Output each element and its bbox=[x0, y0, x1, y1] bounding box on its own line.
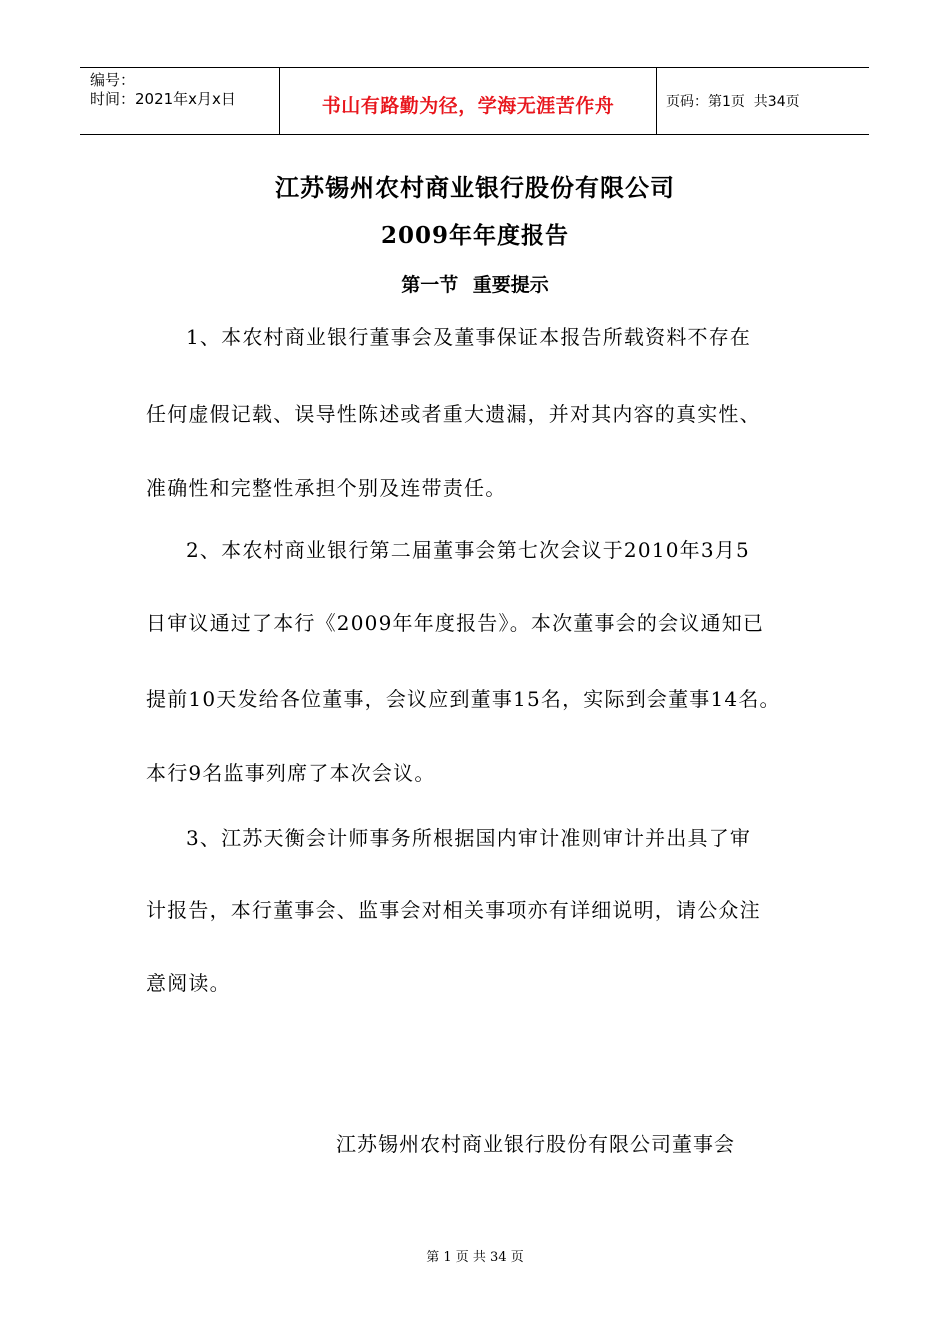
paragraph-line: 本行9名监事列席了本次会议。 bbox=[146, 761, 436, 785]
page-footer: 第 1 页 共 34 页 bbox=[426, 1250, 524, 1265]
paragraph-line: 3、江苏天衡会计师事务所根据国内审计准则审计并出具了审 bbox=[186, 826, 752, 850]
paragraph-line: 计报告，本行董事会、监事会对相关事项亦有详细说明，请公众注 bbox=[146, 898, 761, 922]
report-title: 2009年年度报告 bbox=[380, 222, 569, 249]
paragraph-line: 准确性和完整性承担个别及连带责任。 bbox=[146, 476, 507, 500]
document-date-label: 时间：2021年x月x日 bbox=[90, 90, 236, 108]
paragraph-line: 提前10天发给各位董事，会议应到董事15名，实际到会董事14名。 bbox=[146, 687, 781, 711]
paragraph-line: 1、本农村商业银行董事会及董事保证本报告所载资料不存在 bbox=[186, 325, 752, 349]
signature: 江苏锡州农村商业银行股份有限公司董事会 bbox=[336, 1132, 735, 1156]
motto-text: 书山有路勤为径，学海无涯苦作舟 bbox=[321, 94, 615, 117]
header-motto-cell bbox=[280, 68, 657, 134]
document-number-label: 编号： bbox=[90, 71, 136, 89]
company-title: 江苏锡州农村商业银行股份有限公司 bbox=[275, 173, 675, 202]
paragraph-line: 2、本农村商业银行第二届董事会第七次会议于2010年3月5 bbox=[186, 538, 750, 562]
header-meta bbox=[80, 68, 280, 134]
paragraph-line: 任何虚假记载、误导性陈述或者重大遗漏，并对其内容的真实性、 bbox=[146, 402, 761, 426]
paragraph-line: 意阅读。 bbox=[146, 971, 231, 995]
paragraph-line: 日审议通过了本行《2009年年度报告》。本次董事会的会议通知已 bbox=[146, 611, 765, 635]
header-page-cell bbox=[657, 68, 869, 134]
section-title: 第一节 重要提示 bbox=[401, 274, 549, 296]
page-info: 页码：第1页 共34页 bbox=[666, 94, 800, 110]
document-header bbox=[80, 67, 869, 135]
